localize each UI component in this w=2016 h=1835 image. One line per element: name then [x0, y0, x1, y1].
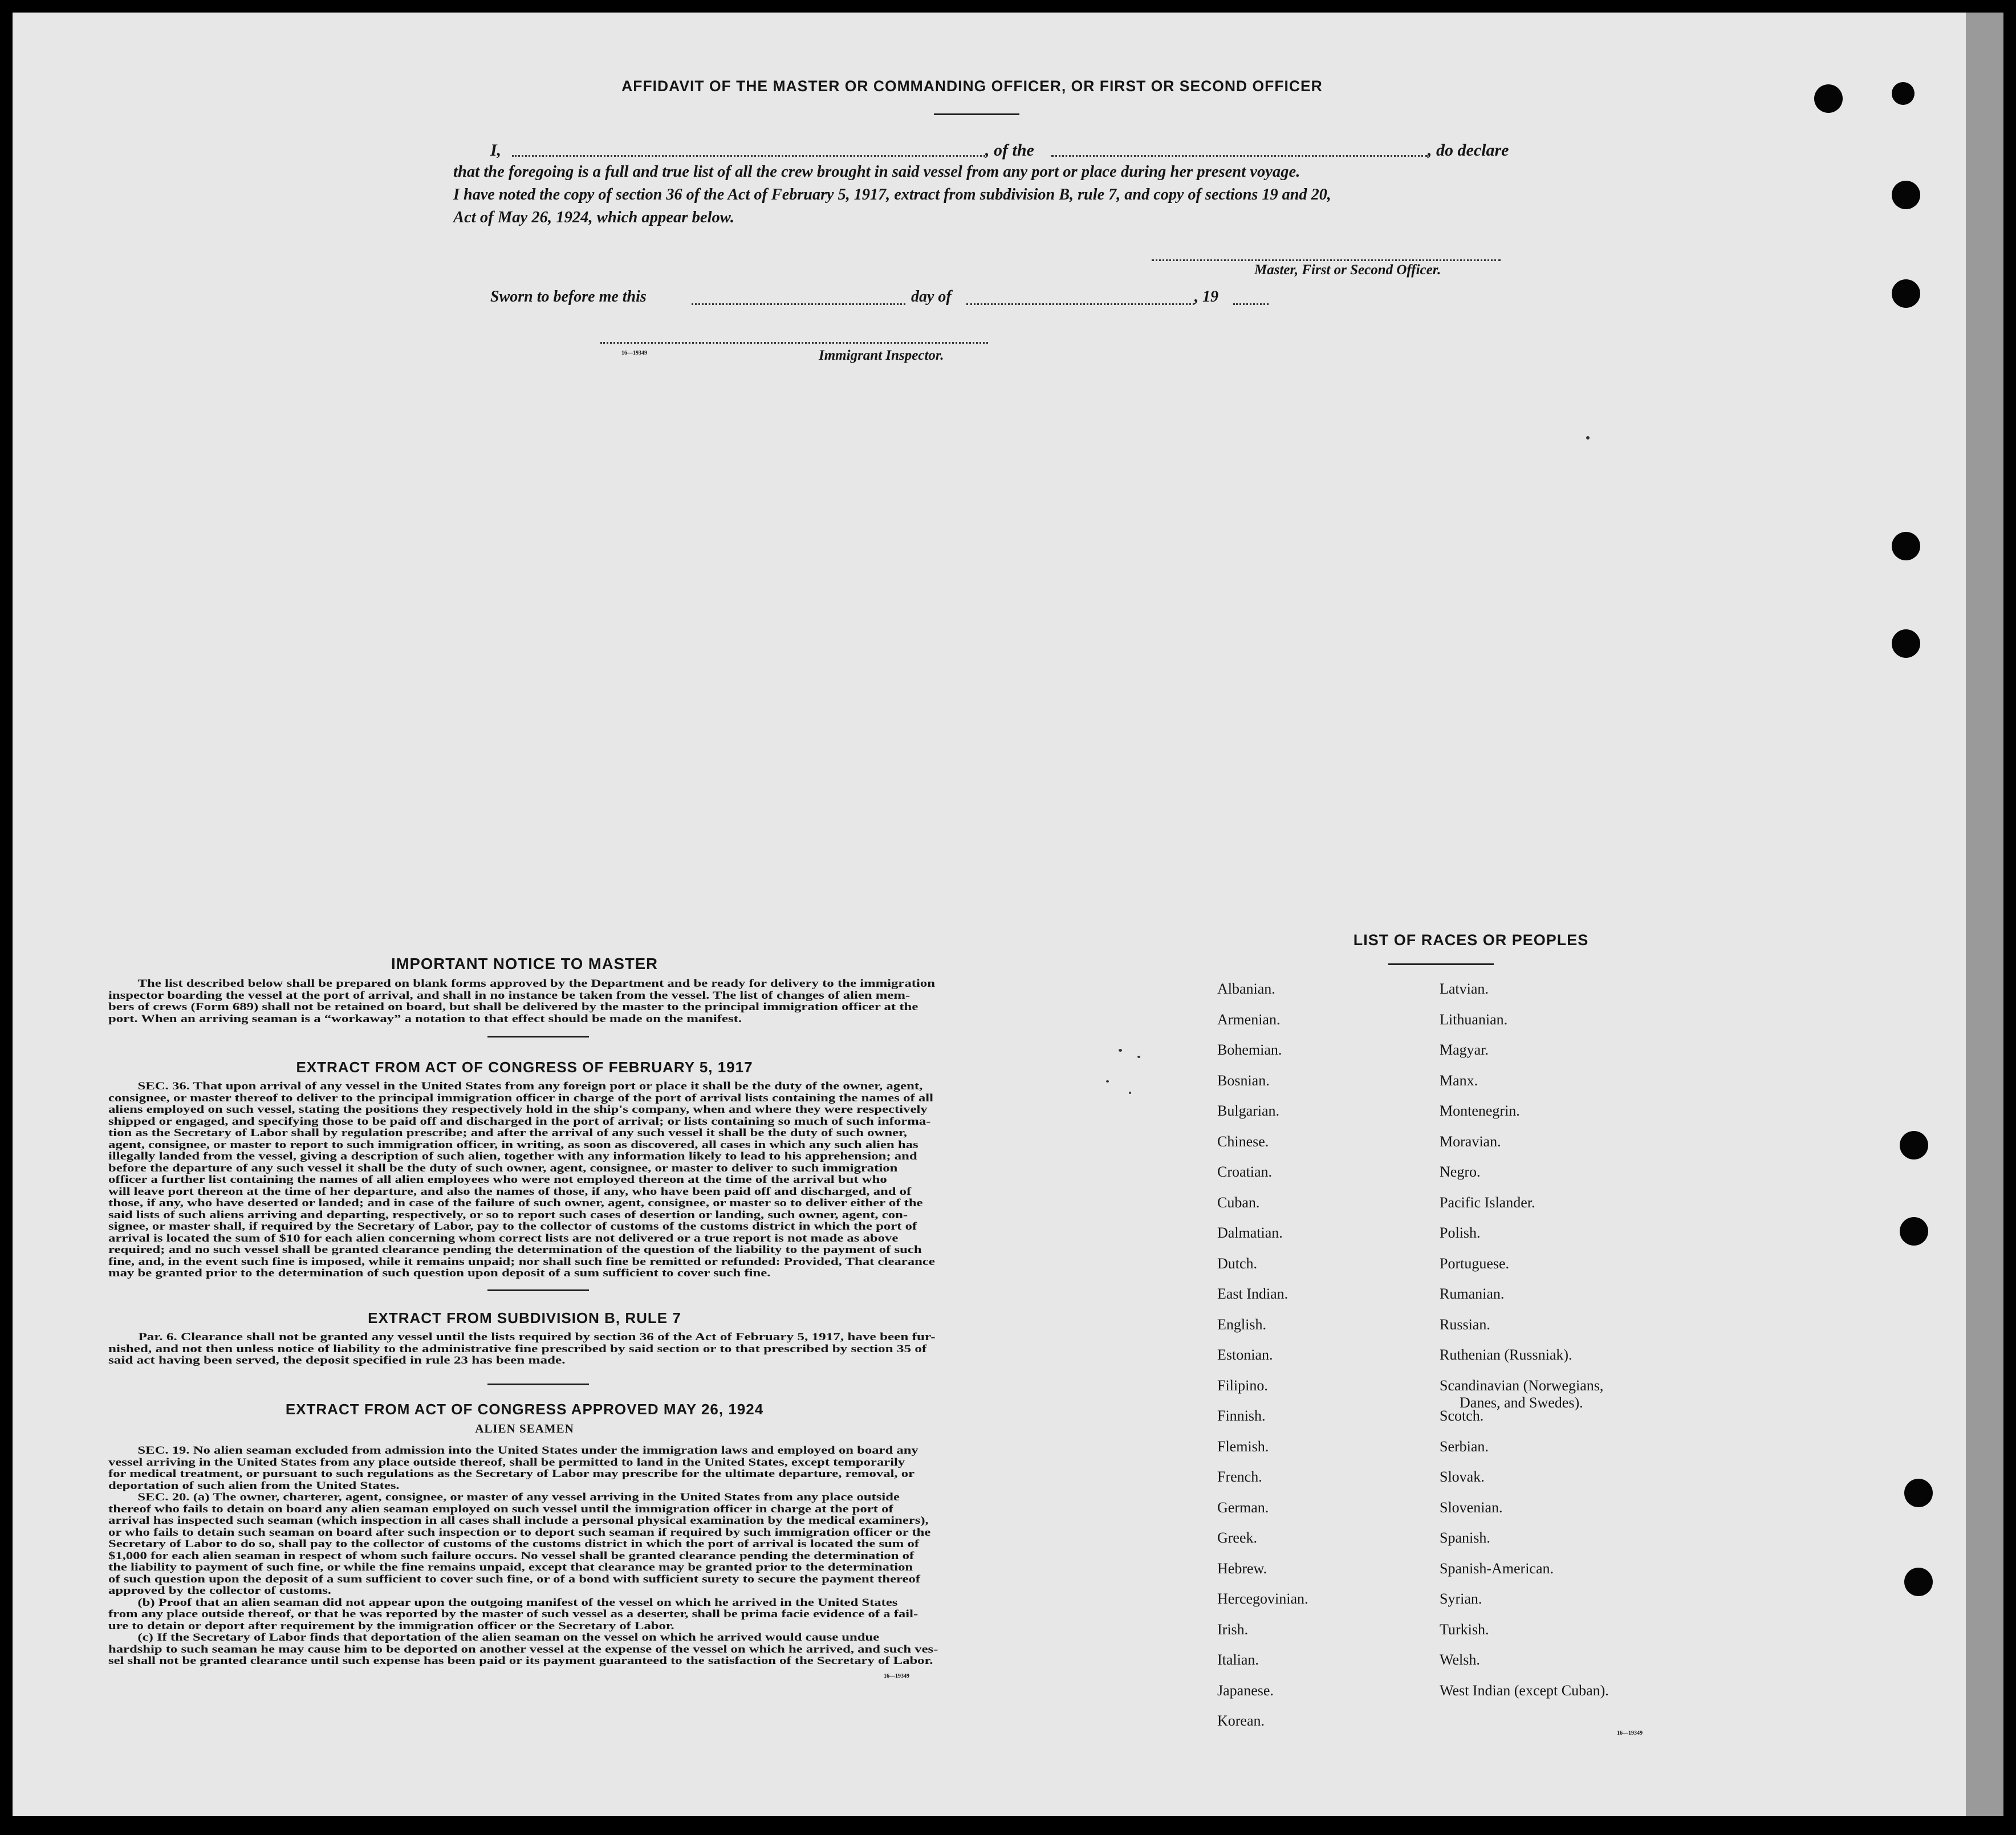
- punch-hole: [1904, 1568, 1933, 1596]
- race-item: Magyar.: [1440, 1041, 1489, 1058]
- race-item: Slovenian.: [1440, 1499, 1503, 1516]
- sworn-label: Sworn to before me this: [490, 288, 647, 306]
- race-item: Cuban.: [1217, 1194, 1260, 1211]
- race-item: Albanian.: [1217, 980, 1275, 997]
- race-item: Serbian.: [1440, 1438, 1489, 1455]
- race-item: Dutch.: [1217, 1255, 1258, 1272]
- text-line: $1,000 for each alien seaman in respect of whom such failure occurs. No vessel shall be granted clearance pending the determination of: [108, 1549, 914, 1562]
- text-line: port. When an arriving seaman is a “workaway” a notation to that effect should be made on the manifest.: [108, 1012, 742, 1025]
- race-item: Manx.: [1440, 1072, 1478, 1089]
- race-item: Rumanian.: [1440, 1285, 1505, 1302]
- race-item: Hercegovinian.: [1217, 1590, 1308, 1607]
- race-item: Irish.: [1217, 1621, 1249, 1638]
- sworn-day-field[interactable]: [692, 303, 905, 305]
- text-line: the liability to payment of such fine, or while the fine remains unpaid, except that clearance may be granted prior to the determination: [108, 1561, 913, 1573]
- declaration-line: Act of May 26, 1924, which appear below.: [453, 209, 734, 226]
- race-item: Spanish-American.: [1440, 1560, 1554, 1577]
- race-item: Filipino.: [1217, 1377, 1268, 1394]
- punch-hole: [1900, 1217, 1928, 1246]
- text-line: shipped or engaged, and specifying those to be paid off and discharged in the port of arrival; or lists containing so much of such informa-: [108, 1115, 931, 1128]
- races-title: LIST OF RACES OR PEOPLES: [1353, 931, 1589, 949]
- race-item: East Indian.: [1217, 1285, 1289, 1302]
- vessel-name-field[interactable]: [1051, 155, 1428, 157]
- race-item: French.: [1217, 1468, 1262, 1485]
- text-line: aliens employed on such vessel, stating the positions they respectively hold in the ship's company, when and where they were respectively: [108, 1104, 928, 1116]
- race-item: German.: [1217, 1499, 1269, 1516]
- declaration-line: I have noted the copy of section 36 of the Act of February 5, 1917, extract from subdivision B, rule 7, and copy of sections 19 and 20,: [453, 186, 1331, 204]
- extract-1924-title: EXTRACT FROM ACT OF CONGRESS APPROVED MAY 26, 1924: [285, 1401, 764, 1418]
- title-underline: [934, 113, 1019, 115]
- race-item: Russian.: [1440, 1316, 1490, 1333]
- text-line: arrival is located the sum of $10 for each alien concerning whom correct lists are not delivered or a true report is not made as above: [108, 1232, 899, 1244]
- race-item: Pacific Islander.: [1440, 1194, 1535, 1211]
- sworn-year-field[interactable]: [1233, 303, 1269, 305]
- inspector-signature-field[interactable]: [600, 342, 988, 344]
- text-line: of such question upon the deposit of a sum sufficient to cover such fine, or of a bond with sufficient surety to secure the payment thereof: [108, 1573, 921, 1585]
- section-divider: [487, 1289, 589, 1291]
- race-item: Croatian.: [1217, 1163, 1273, 1180]
- race-item: Slovak.: [1440, 1468, 1485, 1485]
- race-item: Montenegrin.: [1440, 1102, 1520, 1119]
- text-line: fine, and, in the event such fine is imposed, while it remains unpaid; nor shall such fine be remitted or refunded: Provided, That clearance: [108, 1255, 935, 1268]
- race-item: Italian.: [1217, 1651, 1259, 1668]
- text-line: tion as the Secretary of Labor shall by regulation prescribe; and after the arrival of any such vessel it shall be the duty of such owner,: [108, 1127, 907, 1139]
- form-number: 16—19349: [884, 1673, 909, 1679]
- text-line: consignee, or master thereof to deliver to the principal immigration officer in charge of the port of arrival lists containing the names of all: [108, 1092, 933, 1104]
- race-item: Ruthenian (Russniak).: [1440, 1346, 1572, 1363]
- punch-hole: [1892, 629, 1920, 658]
- text-line: Secretary of Labor to do so, shall pay to the collector of customs of the customs district in which the port of arrival is located the sum of: [108, 1538, 920, 1550]
- punch-hole: [1892, 279, 1920, 308]
- race-item: Dalmatian.: [1217, 1224, 1283, 1241]
- text-line: The list described below shall be prepared on blank forms approved by the Department and be ready for delivery to the immigration: [137, 978, 936, 990]
- race-item: Bulgarian.: [1217, 1102, 1280, 1119]
- race-item: Turkish.: [1440, 1621, 1489, 1638]
- race-item: Korean.: [1217, 1712, 1265, 1729]
- extract-1917-body: [108, 1081, 935, 1280]
- text-line: sel shall not be granted clearance until such expense has been paid or its payment guaranteed to the satisfaction of the Secretary of Labor.: [108, 1655, 933, 1667]
- race-item: Welsh.: [1440, 1651, 1480, 1668]
- notice-title: IMPORTANT NOTICE TO MASTER: [391, 955, 659, 973]
- page-edge: [1966, 13, 2003, 1816]
- race-item: Greek.: [1217, 1529, 1258, 1546]
- of-the-label: , of the: [985, 141, 1034, 160]
- race-item: Chinese.: [1217, 1133, 1269, 1150]
- race-item: Bosnian.: [1217, 1072, 1270, 1089]
- text-line: before the departure of any such vessel it shall be the duty of such owner, agent, consignee, or master to deliver to such immigration: [108, 1162, 898, 1174]
- text-line: illegally landed from the vessel, giving a description of such alien, together with any information likely to lead to his apprehension; and: [108, 1150, 917, 1162]
- notice-body: [108, 978, 935, 1025]
- text-line: deportation of such alien from the United States.: [108, 1479, 400, 1492]
- punch-hole: [1892, 181, 1920, 209]
- text-line: for medical treatment, or pursuant to such regulations as the Secretary of Labor may prescribe for the ultimate departure, removal, or: [108, 1468, 915, 1480]
- master-signature-label: Master, First or Second Officer.: [1254, 262, 1441, 278]
- race-item: Bohemian.: [1217, 1041, 1282, 1058]
- race-item: West Indian (except Cuban).: [1440, 1682, 1609, 1699]
- text-line: from any place outside thereof, or that he was reported by the master of such vessel as a deserter, shall be prima facie evidence of a fail-: [108, 1608, 918, 1620]
- race-item: Hebrew.: [1217, 1560, 1267, 1577]
- speck: [1119, 1049, 1122, 1052]
- section-divider: [487, 1384, 589, 1385]
- speck: [1129, 1092, 1131, 1094]
- text-line: ure to detain or deport after requirement by the immigration officer or the Secretary of Labor.: [108, 1620, 674, 1632]
- master-signature-field[interactable]: [1152, 259, 1501, 261]
- text-line: hardship to such seaman he may cause him to be deported on another vessel at the expense of the vessel on which he arrived, and such ves-: [108, 1643, 938, 1655]
- race-item: Japanese.: [1217, 1682, 1274, 1699]
- text-line: those, if any, who have deserted or landed; and in case of the failure of such owner, agent, consignee, or master so to deliver either of the: [108, 1197, 923, 1209]
- text-line: (b) Proof that an alien seaman did not appear upon the outgoing manifest of the vessel on which he arrived in the United States: [137, 1596, 898, 1609]
- sworn-month-field[interactable]: [966, 303, 1194, 305]
- text-line: will leave port thereon at the time of her departure, and also the names of those, if any, who have been paid off and discharged, and of: [108, 1185, 912, 1198]
- text-line: thereof who fails to detain on board any alien seaman employed on such vessel until the immigration officer in charge at the port of: [108, 1503, 893, 1515]
- text-line: vessel arriving in the United States from any place outside thereof, shall be permitted to land in the United States, except temporarily: [108, 1456, 905, 1468]
- speck: [1586, 436, 1590, 440]
- text-line: SEC. 19. No alien seaman excluded from admission into the United States under the immigration laws and employed on board any: [137, 1445, 918, 1456]
- race-item: English.: [1217, 1316, 1266, 1333]
- race-item: Scotch.: [1440, 1407, 1484, 1424]
- extract-1924-body: [108, 1445, 938, 1667]
- punch-hole: [1900, 1131, 1928, 1159]
- text-line: bers of crews (Form 689) shall not be retained on board, but shall be delivered by the master to the principal immigration officer at the: [108, 1001, 918, 1013]
- title-underline: [1388, 963, 1494, 965]
- race-item: Negro.: [1440, 1163, 1481, 1180]
- punch-hole: [1892, 532, 1920, 560]
- section-divider: [487, 1036, 589, 1037]
- extract-rule7-title: EXTRACT FROM SUBDIVISION B, RULE 7: [368, 1309, 681, 1327]
- race-item: Finnish.: [1217, 1407, 1266, 1424]
- text-line: SEC. 20. (a) The owner, charterer, agent, consignee, or master of any vessel arriving in the United States from any place outside: [137, 1491, 900, 1503]
- race-item: Armenian.: [1217, 1011, 1281, 1028]
- text-line: said act having been served, the deposit specified in rule 23 has been made.: [108, 1354, 566, 1366]
- race-item: Latvian.: [1440, 980, 1489, 997]
- text-line: signee, or master shall, if required by the Secretary of Labor, pay to the collector of customs of the customs district in which the port of: [108, 1220, 917, 1232]
- year-label: , 19: [1194, 288, 1218, 306]
- do-declare-label: , do declare: [1428, 141, 1509, 160]
- extract-rule7-body: [108, 1332, 936, 1367]
- speck: [1106, 1080, 1109, 1083]
- text-line: officer a further list containing the names of all alien employees who were not employed thereon at the time of the arrival but who: [108, 1174, 887, 1186]
- text-line: nished, and not then unless notice of liability to the administrative fine prescribed by said section or to that prescribed by section 35 of: [108, 1342, 927, 1355]
- race-item: Flemish.: [1217, 1438, 1269, 1455]
- punch-hole: [1904, 1479, 1933, 1507]
- text-line: agent, consignee, or master to report to such immigration officer, in writing, as soon as discovered, all cases in which any such alien has: [108, 1138, 918, 1151]
- speck: [1137, 1056, 1140, 1058]
- inspector-label: Immigrant Inspector.: [819, 348, 944, 363]
- extract-1917-title: EXTRACT FROM ACT OF CONGRESS OF FEBRUARY 5, 1917: [296, 1059, 753, 1076]
- declaration-line: that the foregoing is a full and true list of all the crew brought in said vessel from any port or place during her present voyage.: [453, 163, 1300, 181]
- punch-hole: [1814, 84, 1843, 113]
- text-line: or who fails to detain such seaman on board after such inspection or to deport such seaman if required by such immigration officer or the: [108, 1526, 931, 1539]
- text-line: may be granted prior to the determination of such question upon deposit of a sum sufficient to cover such fine.: [108, 1267, 771, 1279]
- race-item: Scandinavian (Norwegians,: [1440, 1377, 1604, 1394]
- race-item: Portuguese.: [1440, 1255, 1510, 1272]
- race-item: Moravian.: [1440, 1133, 1501, 1150]
- text-line: required; and no such vessel shall be granted clearance pending the determination of the question of the liability to the payment of such: [108, 1244, 922, 1256]
- text-line: (c) If the Secretary of Labor finds that deportation of the alien seaman on the vessel on which he arrived would cause undue: [137, 1631, 880, 1643]
- race-item: Spanish.: [1440, 1529, 1490, 1546]
- race-item: Danes, and Swedes).: [1460, 1394, 1583, 1411]
- race-item: Polish.: [1440, 1224, 1481, 1241]
- affiant-prefix: I,: [490, 141, 502, 160]
- affiant-name-field[interactable]: [512, 155, 985, 157]
- text-line: said lists of such aliens arriving and departing, respectively, or so to report such cases of desertion or landing, such owner, agent, con-: [108, 1209, 908, 1221]
- race-item: Syrian.: [1440, 1590, 1482, 1607]
- affidavit-title: AFFIDAVIT OF THE MASTER OR COMMANDING OFFICER, OR FIRST OR SECOND OFFICER: [621, 78, 1323, 95]
- form-number: 16—19349: [621, 350, 647, 356]
- text-line: SEC. 36. That upon arrival of any vessel in the United States from any foreign port or place it shall be the duty of the owner, agent,: [137, 1080, 923, 1092]
- text-line: Par. 6. Clearance shall not be granted any vessel until the lists required by section 36 of the Act of February 5, 1917, have been fur-: [138, 1331, 936, 1343]
- text-line: approved by the collector of customs.: [108, 1585, 331, 1597]
- form-number: 16—19349: [1617, 1730, 1643, 1736]
- day-of-label: day of: [911, 288, 952, 306]
- race-item: Estonian.: [1217, 1346, 1273, 1363]
- extract-1924-subtitle: ALIEN SEAMEN: [475, 1422, 574, 1435]
- text-line: inspector boarding the vessel at the port of arrival, and shall in no instance be taken from the vessel. The list of changes of alien mem-: [108, 989, 911, 1002]
- race-item: Lithuanian.: [1440, 1011, 1508, 1028]
- text-line: arrival has inspected such seaman (which inspection in all cases shall include a personal physical examination by the medical examiners),: [108, 1515, 929, 1527]
- punch-hole: [1892, 82, 1915, 105]
